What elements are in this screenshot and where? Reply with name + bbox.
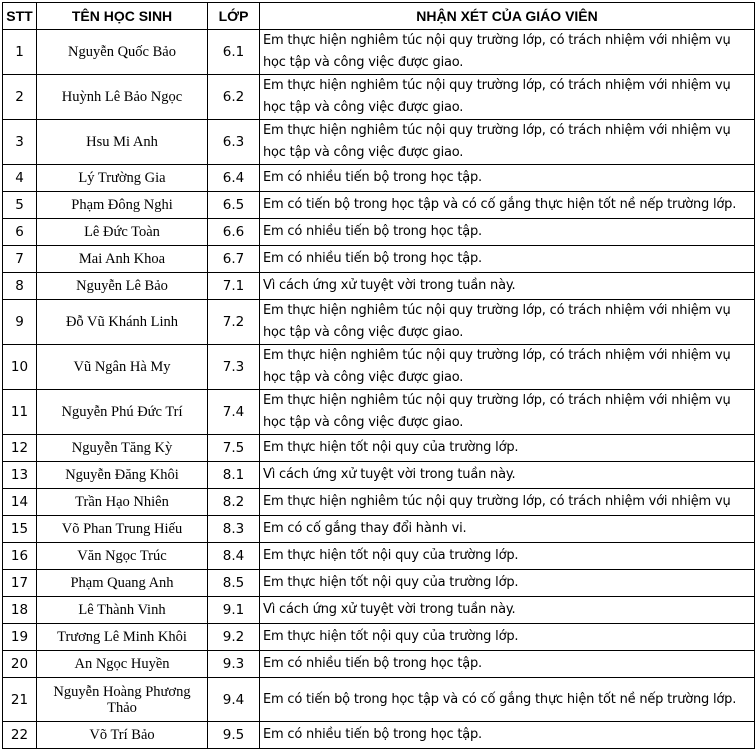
comment-line: Em thực hiện nghiêm túc nội quy trường lớp, có trách nhiệm với nhiệm vụ [263, 494, 731, 509]
row-class: 9.4 [208, 678, 260, 722]
comment-line: học tập và công việc được giao. [263, 145, 464, 160]
row-class: 6.5 [208, 192, 260, 219]
row-teacher-comment [260, 165, 755, 192]
row-stt: 13 [3, 462, 37, 489]
table-row [3, 345, 755, 390]
row-class: 9.2 [208, 624, 260, 651]
row-teacher-comment [260, 722, 755, 749]
row-teacher-comment [260, 246, 755, 273]
table-row [3, 678, 755, 722]
comment-line: Vì cách ứng xử tuyệt vời trong tuần này. [263, 467, 516, 482]
comment-line: Em có nhiều tiến bộ trong học tập. [263, 727, 482, 742]
row-teacher-comment [260, 192, 755, 219]
row-student-name: Lý Trường Gia [37, 165, 208, 192]
comment-line: Em thực hiện tốt nội quy của trường lớp. [263, 548, 519, 563]
row-stt: 15 [3, 516, 37, 543]
comment-line: học tập và công việc được giao. [263, 415, 464, 430]
row-student-name: Nguyễn Đăng Khôi [37, 462, 208, 489]
row-student-name: Phạm Quang Anh [37, 570, 208, 597]
header-teacher-comment: NHẬN XÉT CỦA GIÁO VIÊN [260, 3, 755, 30]
row-student-name: Nguyễn Quốc Bảo [37, 30, 208, 75]
table-row [3, 489, 755, 516]
row-stt: 22 [3, 722, 37, 749]
header-student-name: TÊN HỌC SINH [37, 3, 208, 30]
comment-line: Em có tiến bộ trong học tập và có cố gắng thực hiện tốt nề nếp trường lớp. [263, 691, 737, 707]
table-row [3, 722, 755, 749]
row-teacher-comment [260, 219, 755, 246]
row-teacher-comment [260, 300, 755, 345]
row-student-name: Trần Hạo Nhiên [37, 489, 208, 516]
row-teacher-comment [260, 543, 755, 570]
row-student-name: Lê Đức Toàn [37, 219, 208, 246]
row-stt: 12 [3, 435, 37, 462]
row-stt: 5 [3, 192, 37, 219]
row-stt: 3 [3, 120, 37, 165]
row-stt: 20 [3, 651, 37, 678]
row-class: 7.4 [208, 390, 260, 435]
row-student-name: Huỳnh Lê Bảo Ngọc [37, 75, 208, 120]
row-stt: 2 [3, 75, 37, 120]
row-class: 6.4 [208, 165, 260, 192]
row-student-name: Nguyễn Lê Bảo [37, 273, 208, 300]
row-stt: 7 [3, 246, 37, 273]
row-teacher-comment [260, 489, 755, 516]
comment-line: Em thực hiện tốt nội quy của trường lớp. [263, 575, 519, 590]
row-student-name: Mai Anh Khoa [37, 246, 208, 273]
comment-line: Vì cách ứng xử tuyệt vời trong tuần này. [263, 602, 516, 617]
row-class: 7.1 [208, 273, 260, 300]
row-stt: 6 [3, 219, 37, 246]
row-stt: 17 [3, 570, 37, 597]
row-class: 6.3 [208, 120, 260, 165]
comment-line: học tập và công việc được giao. [263, 100, 464, 115]
table-row [3, 624, 755, 651]
table-row [3, 390, 755, 435]
comment-line: Vì cách ứng xử tuyệt vời trong tuần này. [263, 278, 516, 293]
header-row [3, 3, 755, 30]
row-student-name: Võ Phan Trung Hiếu [37, 516, 208, 543]
row-stt: 14 [3, 489, 37, 516]
row-class: 7.2 [208, 300, 260, 345]
row-stt: 9 [3, 300, 37, 345]
row-student-name: Nguyễn Phú Đức Trí [37, 390, 208, 435]
row-student-name: Văn Ngọc Trúc [37, 543, 208, 570]
comment-line: học tập và công việc được giao. [263, 55, 464, 70]
table-row [3, 165, 755, 192]
header-stt: STT [3, 3, 37, 30]
row-stt: 10 [3, 345, 37, 390]
table-row [3, 246, 755, 273]
row-teacher-comment [260, 597, 755, 624]
table-row [3, 273, 755, 300]
row-class: 6.7 [208, 246, 260, 273]
comment-line: Em có nhiều tiến bộ trong học tập. [263, 656, 482, 671]
comment-line: Em thực hiện nghiêm túc nội quy trường lớp, có trách nhiệm với nhiệm vụ [263, 123, 731, 138]
row-class: 9.3 [208, 651, 260, 678]
row-stt: 19 [3, 624, 37, 651]
row-student-name: Đỗ Vũ Khánh Linh [37, 300, 208, 345]
comment-line: Em thực hiện nghiêm túc nội quy trường lớp, có trách nhiệm với nhiệm vụ [263, 348, 731, 363]
comment-line: Em có tiến bộ trong học tập và có cố gắng thực hiện tốt nề nếp trường lớp. [263, 197, 737, 212]
row-class: 8.3 [208, 516, 260, 543]
table-row [3, 570, 755, 597]
row-stt: 21 [3, 678, 37, 722]
row-stt: 11 [3, 390, 37, 435]
student-comments-table [2, 2, 755, 749]
comment-line: Em thực hiện tốt nội quy của trường lớp. [263, 440, 519, 455]
row-stt: 8 [3, 273, 37, 300]
comment-line: Em thực hiện nghiêm túc nội quy trường lớp, có trách nhiệm với nhiệm vụ [263, 393, 731, 408]
row-stt: 16 [3, 543, 37, 570]
table-row [3, 435, 755, 462]
comment-line: Em có cố gắng thay đổi hành vi. [263, 521, 467, 536]
row-class: 6.1 [208, 30, 260, 75]
table-row [3, 75, 755, 120]
row-student-name: Phạm Đông Nghi [37, 192, 208, 219]
table-body [3, 30, 755, 749]
row-student-name: Võ Trí Bảo [37, 722, 208, 749]
row-teacher-comment [260, 678, 755, 722]
row-student-name: Vũ Ngân Hà My [37, 345, 208, 390]
row-teacher-comment [260, 75, 755, 120]
comment-line: Em có nhiều tiến bộ trong học tập. [263, 224, 482, 239]
row-teacher-comment [260, 345, 755, 390]
row-class: 9.5 [208, 722, 260, 749]
row-class: 8.1 [208, 462, 260, 489]
comment-line: học tập và công việc được giao. [263, 325, 464, 340]
row-teacher-comment [260, 570, 755, 597]
row-stt: 4 [3, 165, 37, 192]
row-teacher-comment [260, 30, 755, 75]
comment-line: Em có nhiều tiến bộ trong học tập. [263, 251, 482, 266]
table-row [3, 30, 755, 75]
table-row [3, 543, 755, 570]
row-class: 8.2 [208, 489, 260, 516]
comment-line: Em thực hiện nghiêm túc nội quy trường lớp, có trách nhiệm với nhiệm vụ [263, 303, 731, 318]
row-class: 8.5 [208, 570, 260, 597]
row-class: 9.1 [208, 597, 260, 624]
table-row [3, 516, 755, 543]
row-student-name: An Ngọc Huyền [37, 651, 208, 678]
row-teacher-comment [260, 516, 755, 543]
row-class: 7.5 [208, 435, 260, 462]
header-class: LỚP [208, 3, 260, 30]
table-row [3, 192, 755, 219]
row-class: 6.6 [208, 219, 260, 246]
row-stt: 18 [3, 597, 37, 624]
comment-line: Em có nhiều tiến bộ trong học tập. [263, 170, 482, 185]
row-class: 8.4 [208, 543, 260, 570]
row-teacher-comment [260, 435, 755, 462]
table-row [3, 300, 755, 345]
comment-line: học tập và công việc được giao. [263, 370, 464, 385]
row-teacher-comment [260, 273, 755, 300]
row-student-name: Lê Thành Vinh [37, 597, 208, 624]
row-student-name: Nguyễn Tăng Kỳ [37, 435, 208, 462]
row-teacher-comment [260, 624, 755, 651]
table-row [3, 219, 755, 246]
comment-line: Em thực hiện nghiêm túc nội quy trường lớp, có trách nhiệm với nhiệm vụ [263, 33, 731, 48]
table-row [3, 651, 755, 678]
row-stt: 1 [3, 30, 37, 75]
table-row [3, 597, 755, 624]
row-class: 7.3 [208, 345, 260, 390]
comment-line: Em thực hiện nghiêm túc nội quy trường lớp, có trách nhiệm với nhiệm vụ [263, 78, 731, 93]
table-row [3, 120, 755, 165]
row-class: 6.2 [208, 75, 260, 120]
row-student-name: Nguyễn Hoàng Phương Thảo [37, 678, 208, 722]
row-teacher-comment [260, 390, 755, 435]
row-student-name: Trương Lê Minh Khôi [37, 624, 208, 651]
row-teacher-comment [260, 462, 755, 489]
row-teacher-comment [260, 651, 755, 678]
table-row [3, 462, 755, 489]
comment-line: Em thực hiện tốt nội quy của trường lớp. [263, 629, 519, 644]
row-student-name: Hsu Mi Anh [37, 120, 208, 165]
row-teacher-comment [260, 120, 755, 165]
